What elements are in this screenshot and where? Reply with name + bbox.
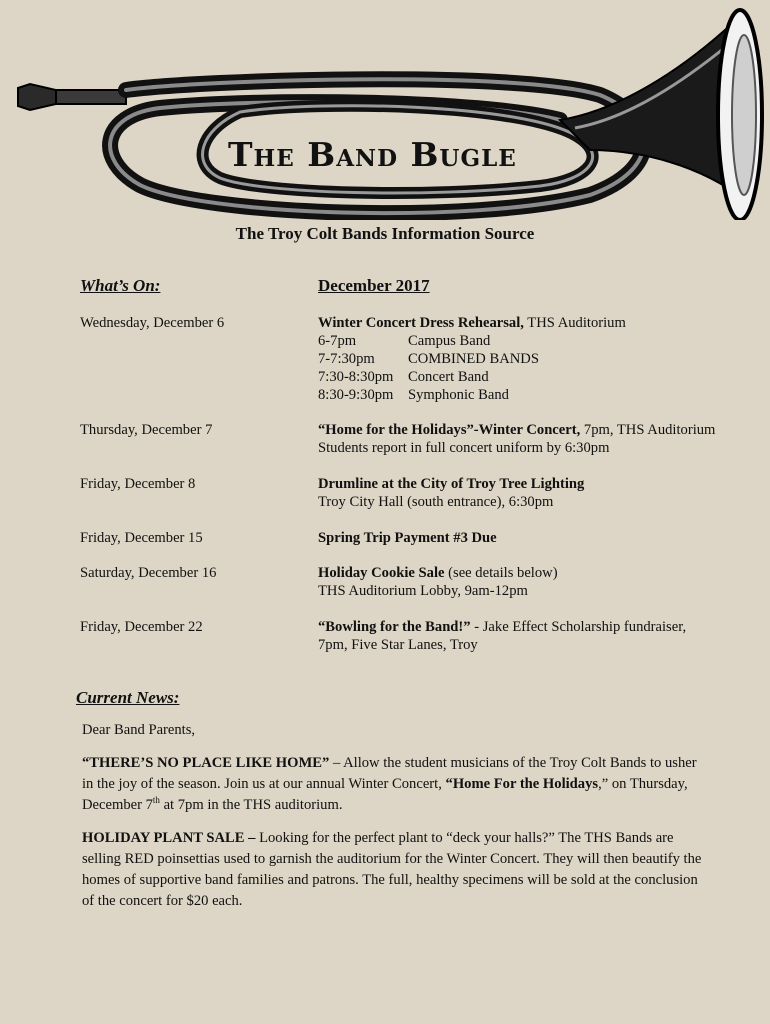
event-note: 7pm, Five Star Lanes, Troy [318,637,478,653]
event-location: - Jake Effect Scholarship fundraiser, [470,619,687,635]
masthead-title: The Band Bugle [228,135,517,174]
event-detail [318,475,748,511]
event-detail [318,421,748,457]
event-title: Holiday Cookie Sale [318,565,445,581]
schedule-time: 8:30-9:30pm [318,387,394,403]
news-bold-title: “Home For the Holidays [445,776,599,792]
event-location: (see details below) [444,565,558,581]
event-location: 7pm, THS Auditorium [580,422,716,438]
subtitle: The Troy Colt Bands Information Source [235,224,535,243]
schedule-row [318,386,748,404]
event-title: “Bowling for the Band!” [318,619,471,635]
event-note: THS Auditorium Lobby, 9am-12pm [318,583,528,599]
news-text: at 7pm in the THS auditorium. [159,797,343,813]
event-day: Friday, December 22 [80,619,203,635]
schedule-row [318,350,748,368]
event-day: Thursday, December 7 [80,422,213,438]
news-text: Looking for the perfect plant to “deck your halls?” The THS Bands are selling RED poinsettias used to garnish the auditorium for the Winter Concert. They will then beautify the homes of supportive band families and patrons. The full, healthy specimens will be sold at the conclusion of the concert for $20 each. [82,830,702,909]
schedule-band: Concert Band [408,369,489,385]
schedule-row [318,332,748,350]
event-note: Troy City Hall (south entrance), 6:30pm [318,494,554,510]
bugle-illustration [0,0,770,220]
news-superscript: th [152,795,160,806]
news-bold-lead: HOLIDAY PLANT SALE – [82,830,256,846]
whats-on-heading: What’s On: [80,276,161,295]
event-day: Friday, December 15 [80,530,203,546]
event-title: “Home for the Holidays”-Winter Concert, [318,422,581,438]
month-heading: December 2017 [318,276,430,295]
news-body [82,720,702,924]
schedule-time: 7:30-8:30pm [318,369,394,385]
event-title: Spring Trip Payment #3 Due [318,530,497,546]
news-text: ,” on Thursday, December 7 [82,776,688,813]
schedule-time: 7-7:30pm [318,351,375,367]
event-note: Students report in full concert uniform by 6:30pm [318,440,610,456]
news-text: – Allow the student musicians of the Troy Colt Bands to usher in the joy of the season. Join us at our annual Winter Concert, [82,755,697,792]
event-day: Wednesday, December 6 [80,315,225,331]
event-day: Saturday, December 16 [80,565,217,581]
bugle-mouthpiece-shank [56,90,126,104]
event-day: Friday, December 8 [80,476,196,492]
schedule-band: COMBINED BANDS [408,351,539,367]
news-bold-lead: “THERE’S NO PLACE LIKE HOME” [82,755,330,771]
event-detail [318,618,748,654]
schedule-band: Symphonic Band [408,387,509,403]
news-greeting: Dear Band Parents, [82,722,196,738]
schedule-time: 6-7pm [318,333,357,349]
news-paragraph-plant-sale [82,828,702,912]
event-detail [318,564,748,600]
event-location: THS Auditorium [523,315,626,331]
bugle-mouthpiece [18,84,56,110]
current-news-heading: Current News: [76,688,180,707]
event-title: Winter Concert Dress Rehearsal, [318,315,524,331]
schedule-row [318,368,748,386]
event-title: Drumline at the City of Troy Tree Lighting [318,476,585,492]
schedule-band: Campus Band [408,333,491,349]
event-detail [318,314,748,404]
news-paragraph-concert [82,753,702,816]
event-detail [318,529,748,547]
